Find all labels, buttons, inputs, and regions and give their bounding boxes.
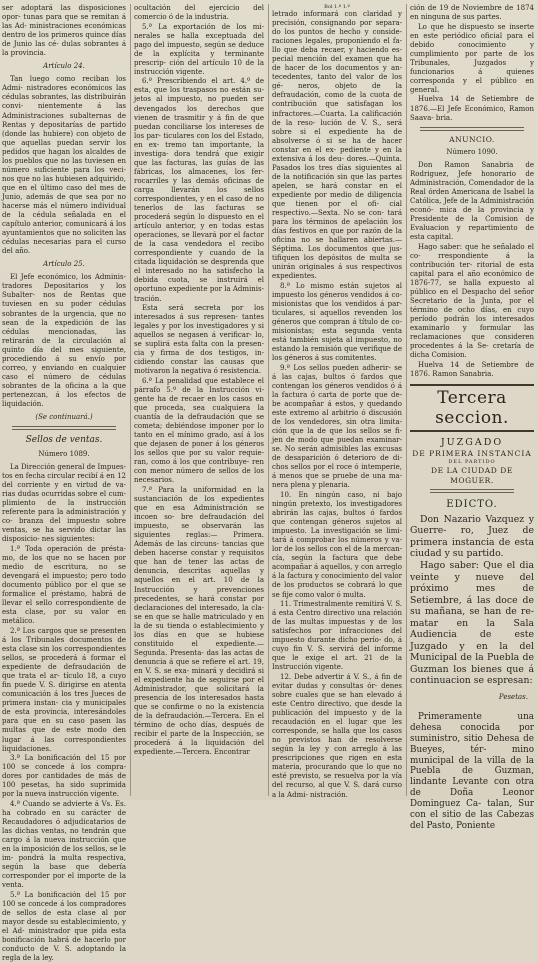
paragraph: ción de 19 de Noviembre de 1874 en ninguna de sus partes. (410, 4, 534, 22)
paragraph: 6.ª La penalidad que establece el párrafo 5.º de la Instrucción vi- gente ha de recaer en los casos en que proceda, sea cualquiera la cuantía de la defraudación que se cometa; debiéndose imponer por lo tanto en el mínimo grado, así á los que dejasen de poner á los géneros los sellos que por su valor requie- ran, como á los que contribuye- ren con menor número de sellos de los necesarios. (134, 376, 264, 485)
signature-line: Huelva 14 de Setiembre de 1876. Ramon Sanabria. (410, 360, 534, 378)
column-divider (406, 4, 407, 796)
paragraph: ocultación del ejercicio del comercio ó de la industria. (134, 4, 264, 22)
paragraph: Lo que he dispuesto se inserte en este periódico oficial para el debido conocimiento y cumplimiento por parte de los Tribunales, Juzgados y funcionarios á quienes corresponda y el público en general. (410, 22, 534, 94)
paragraph: 4.ª Cuando se advierte á Vs. Es. ha cobrado en su carácter de Recaudadores ó adjudicatarios de las dichas ventas, no tendrán que cargo á la nueva instrucción que en la imposición de los sellos, se le im- pondrá la multa respectiva, según la base que debería corresponder por el importe de la venta. (2, 799, 126, 890)
anuncio-heading: ANUNCIO. (449, 134, 495, 144)
sellos-heading: Sellos de ventas. (25, 435, 103, 446)
paragraph: letrado informará con claridad y precisión, consignando por separa- do los puntos de hecho y conside- raciones legales, proponiendo el fa- llo que deba recaer, y haciendo es- pecial mención del examen que ha de hacer de los documentos y an- tecedentes, tanto del valor de los gé- neros, objeto de la defraudación, como de la cuota de contribución que satisfagan los infractores.—Cuarta. La calificación de la reso- lución de V. S., será sobre si el expediente ha de absolverse ó si se ha de hacer constar en el ex- pediente y en la extensiva á los deu- dores.—Quinta. Pasados los tres días siguientes al de la notificación sin que las partes apelen, se hará constar en el expediente por medio de diligencia que tienen por el ofi- cial respectivo.—Sexta. No se con- tará para los términos de apelación los días festivos en que por razón de la oficina no se hallaren abiertas.—Séptima. Los documentos que jus- tifiquen los depósitos de multa se unirán originales á sus respectivos expedientes. (272, 10, 402, 281)
paragraph: 2.ª Los cargos que se presenten á los Tribunales documentos de esta clase sin los correspondientes sellos, se procederá á formar el expediente de defraudación de que trata el ar- tículo 18, a cuyo fin puede V. S. dirigirse en atenta comunicación á los tres Jueces de primera instan- cia y municipales de esta provincia, interesándoles para que en su caso pasen las multas que de este modo den lugar á las correspondientes liquidaciones. (2, 626, 126, 753)
paragraph: 10. En ningún caso, ni bajo ningún pretexto, los investigadores abrirán las cajas, bultos ó fardos que contengan géneros sujetos al impuesto. La investigación se limi- tará á comprobar los números y va- lor de los sellos con el de la mercan- cía, según la factura que debe acompañar á aquellos, y con arreglo á la factura y conocimiento del valor de los productos se cobrará lo que se fije como valor ó multa. (272, 490, 402, 599)
tercera-seccion-title: Tercera seccion. (410, 384, 534, 432)
paragraph: La Dirección general de Impues- tos en fecha circular recibí á en 12 del corriente y en virtud de va- rias dudas ocurridas sobre el cum- plimiento de la instrucción referente para la administración y co- branza del impuesto sobre ventas, se ha servido dictar las disposicio- nes siguientes: (2, 463, 127, 544)
column-3 (272, 4, 402, 799)
paragraph: 12. Debe advertir á V. S., á fin de evitar dudas y consultas ór- denes sobre cuales que se han elevado á este Centro directivo, que desde la publicación del impuesto y de la recaudación en el lugar que les corresponde, se halla que los casos no previstos han de resolverse según la ley y con arreglo á las prescripciones que rigen en esta materia, procurando que lo que no esté previsto, se resuelva por la vía del recurso, al que V. S. dará curso a la Admi- nistración. (272, 672, 402, 799)
paragraph: Don Ramon Sanabria de Rodriguez, Jefe honorario de Administración, Comendador de la Real órden Americana de Isabel la Católica, Jefe de la Administración econó- mica de la provincia y Presidente de la Comision de Evaluacion y repartimiento de esta capital. (410, 160, 534, 242)
paragraph: ser adoptará las disposiciones opor- tunas para que se remitan á las Ad- ministraciones económicas dentro de los primeros quince días de Junio las cé- dulas sobrantes á la provincia. (2, 4, 126, 58)
paragraph: 6.ª Prescribiendo el art. 4.º de esta, que los traspasos no están su- jetos al impuesto, no pueden ser devengados los derechos que vienen de trasmitir y á fin de que puedan conciliarse los intereses de los par- ticulares con los del Estado, en ex- tremo tan importante, la investiga- dora tendrá que exigir que las facturas, las guías de las fábricas, los almacenes, los fer- rocarriles y las demás oficinas de carga llevarán los sellos correspondientes, y en el caso de no tenerlos de las facturas se procederá según lo dispuesto en el artículo anterior, y en todas estas operaciones, se llevará por el factor de la casa vendedora el recibo correspondiente y cuando de la citada liquidación se desprenda que el interesado no ha satisfecho la debida cuota, se instruirá el oportuno expediente por la Adminis- tración. (134, 77, 264, 303)
paragraph: Hago saber: que he señalado el co- rrespondiente á la contribución ter- ritorial de esta capital para el año económico de 1876-77, se halla expuesto al público en el Despacho del señor Secretario de la Junta, por el término de ocho días, en cuyo período podrán los interesados examinarlo y formular las reclamaciones que consideren procedentes á la Se- cretaría de dicha Comision. (410, 242, 534, 360)
paragraph: 3.ª La bonificación del 15 por 100 se concede á los compra- dores por cantidades de más de 100 pesetas, ha sido suprimida por la nueva instrucción vigente. (2, 754, 126, 799)
paragraph: 9.ª Los sellos pueden adherir- se á las cajas, bultos ó fardos que contengan los géneros vendidos ó á la factura ó carta de porte que de- be acompañar á estos, y quedando este extremo al arbitrio ó discusión de los vendedores, sin otra limita- ción que la de que los sellos se fi- jen de modo que puedan examinar- se. No serán admisibles las excusas de desaparición ó deterioro de di- chos sellos por el roce ó intemperie, á menos que se pruebe de una ma- nera plena y plenaria. (272, 363, 402, 490)
paragraph: 8.ª Lo mismo están sujetos al impuesto los géneros vendidos á co- misionistas que los vendidos á par- ticulares, si aquellos revenden los géneros que compran á título de co- misionistas; esta segunda venta está también sujeta al impuesto, no estando la remisión que verifique de los géneros á sus comitentes. (272, 281, 402, 363)
section-divider (420, 127, 524, 131)
page-header: Bol 1.º 1.º (324, 4, 350, 10)
section-divider (12, 426, 116, 430)
ciudad-heading: DE LA CIUDAD DE MOGUER. (431, 465, 513, 485)
paragraph: 7.ª Para la uniformidad en la sustanciación de los expedientes que en esa Administración se incoen so- bre defraudación del impuesto, se observarán las siguientes reglas:— Primera. Además de las circuns- tancias que deben hacerse constar y requisitos que han de tener las actas de denuncia, descritas aquellas y aquellos en el art. 10 de la Instrucción y prevenciones precedentes, se hará constar por declaraciones del interesado, la cla- se en que se halle matriculado y en la de su tienda o establecimiento y los días en que se hubiese constituido el expediente.—Segunda. Presenta- das las actas de denuncia á que se refiere el art. 19, en V. S. se exa- minará y decidirá si el expediente ha de seguirse por el Administrador, que solicitará la presencia de los interesados hasta que se confirme o no la existencia de la defraudación.—Tercera. En el término de ocho días, después de recibir el parte de la Inspección, se procederá á la liquidación del expediente.—Tercera. Encontrar (134, 485, 264, 757)
juzgado-heading: JUZGADO (440, 436, 504, 448)
number-label: Número 1090. (446, 147, 498, 156)
paragraph: Don Nazario Vazquez y Guerre- ro, Juez de primera instancia de esta ciudad y su partido. (410, 513, 534, 560)
paragraph: Huelva 14 de Setiembre de 1876.—El Jefe Económico, Ramon Saava- bria. (410, 95, 534, 122)
paragraph: 1.ª Toda operación de présta- mo, de los que no se hacen por medio de escritura, no se devengará el impuesto; pero todo documento público por el que se formalice el préstamo, habrá de llevar el sello correspondiente de esta clase, por su valor en metálico. (2, 545, 126, 626)
column-2 (134, 4, 264, 796)
number-label: Número 1089. (38, 450, 90, 459)
edicto-body (410, 514, 534, 687)
section-divider (430, 489, 514, 493)
pesetas-label: Pesetas. (498, 692, 528, 701)
primera-instancia-heading: DE PRIMERA INSTANCIA (412, 448, 532, 458)
paragraph: 5.ª La bonificación del 15 por 100 se concede á los compradores de sellos de esta clase al por mayor desde su establecimiento, y el Ad- ministrador que pida esta bonificación habrá de hacerlo por conducto de V. S. adoptando la regla de la ley. (2, 890, 126, 963)
lote-description: Primeramente una dehesa conocida por suministro, sitio Dehesa de Bueyes, tér- mino municipal de la villa de la Puebla de Guzman, lindante Levante con otra de Doña Leonor Dominguez Ca- talan, Sur con el sitio de las Cabezas del Pasto, Poniente (410, 711, 534, 831)
column-4 (410, 4, 534, 831)
column-divider (130, 4, 131, 796)
edicto-heading: EDICTO. (446, 498, 498, 510)
paragraph: Esta será secreta por los interesados á sus represen- tantes legales y por los investigadores y si aquellos se negasen á verificar- lo, se suplirá esta falta con la presen- cia y firma de dos testigos, in- cidiendo constar las causas que motivaron la negativa ó resistencia. (134, 304, 264, 376)
paragraph: Tan luego como reciban los Admi- nistradores económicos las cédulas sobrantes, las distribuirán convi- nientemente á las Administraciones subalternas de Rentas y depositarías de partido (donde las hubiere) con objeto de que aquellas puedan servir los pedidos que hagan los alcaldes de los pueblos que no las tuviesen en número suficiente para los veci- nos que no las hubiesen adquirido, que en el último caso del mes de Junio, además de que sea por no hacerse más el número individual de la cédula señalada en el capítulo anterior, comunicará á los ayuntamientos que no soliciten las cédulas necesarias para el curso del año. (2, 75, 126, 256)
paragraph: 11. Trimestralmente remitirá V. S. á esta Centro directivo una relación de las multas impuestas y de los satisfechos por infracciones del impuesto durante dicho perío- do, á cuyo fin V. S. servirá del informe que le exige el art. 21 de la Instrucción vigente. (272, 600, 402, 672)
column-1 (2, 4, 127, 963)
column-divider (268, 4, 269, 796)
article-24-heading: Artículo 24. (43, 62, 85, 71)
paragraph: Hago saber: Que el dia veinte y nueve del próximo mes de Setiembre, á las doce de su mañana, se han de re- matar en la Sala Audiencia de este Juzgado y en la del Municipal de la Puebla de Guzman los bienes que á continuacion se espresan: (410, 560, 534, 687)
continuara-note: (Se continuará.) (35, 413, 93, 422)
paragraph: 5.ª La exportación de los mi- nerales se halla exceptuada del pago del impuesto, según se deduce de la explícita y terminante prescrip- ción del artículo 10 de la instrucción vigente. (134, 22, 264, 76)
article-25-heading: Artículo 25. (43, 260, 85, 269)
partido-heading: DEL PARTIDO (448, 458, 496, 465)
paragraph: El Jefe económico, los Adminis- tradores Depositarios y los Subalter- nos de Rentas que tuviesen en su poder cédulas sobrantes de la urgencia, que no sean de la expedición de las cédulas mencionadas, las retirarán de la circulación al quinto día del mes siguiente, procediendo á su envío por correo, y enviando en cualquier caso el número de cédulas sobrantes de la oficina a la que pertenezcan, á los efectos de liquidación. (2, 273, 126, 408)
